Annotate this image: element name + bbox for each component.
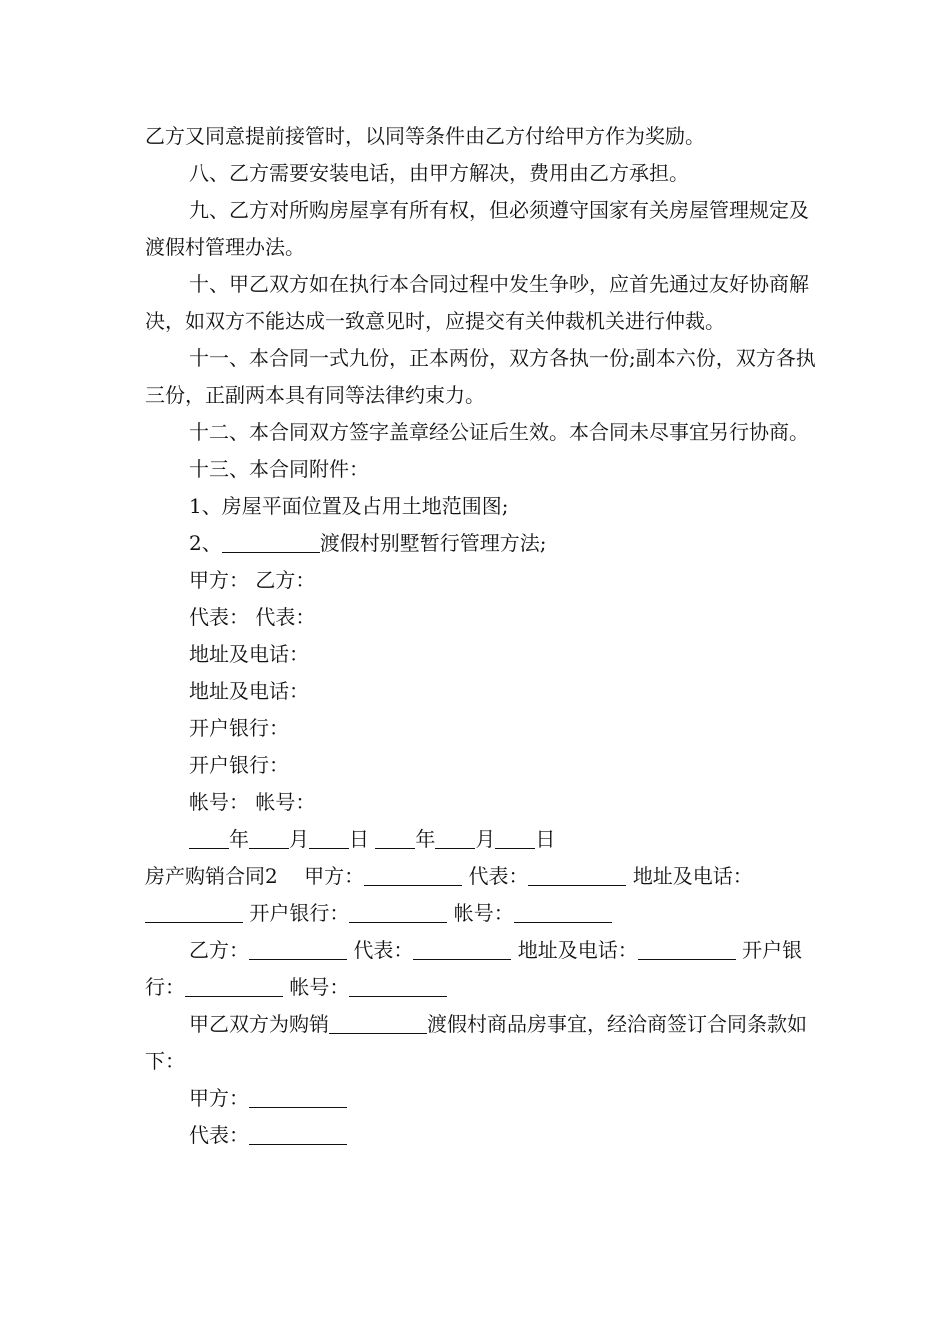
representative-label: 代表： [189,1123,249,1147]
bank-label: 开户银行： [145,938,803,999]
party-b-label: 乙方： [189,938,249,962]
blank-line [145,900,243,923]
blank-line [413,937,511,960]
paragraph-clause-11: 十一、本合同一式九份，正本两份，双方各执一份;副本六份，双方各执三份，正副两本具有同等法律约束力。 [145,346,816,407]
paragraph-clause-8: 八、乙方需要安装电话，由甲方解决，费用由乙方承担。 [189,161,689,185]
contract-2-rep-line [145,1117,820,1154]
signature-bank-a: 开户银行： [189,716,289,740]
attachment-2-number: 2、 [189,531,222,555]
purpose-suffix: 渡假村商品房事宜，经洽商签订合同条款如下： [145,1012,807,1073]
date-month-label: 月 [289,827,309,851]
signature-address-a: 地址及电话： [189,642,309,666]
address-label: 地址及电话： [632,864,753,888]
date-year-label: 年 [229,827,249,851]
attachment-1: 1、房屋平面位置及占用土地范围图; [189,494,509,518]
party-a-label: 甲方： [304,864,365,888]
blank-line [495,826,535,849]
date-day-label: 日 [349,827,369,851]
contract-2-party-a-line [145,1080,820,1117]
signature-parties: 甲方： 乙方： [189,568,316,592]
blank-line [189,826,229,849]
blank-line [375,826,415,849]
representative-label: 代表： [468,864,529,888]
signature-accounts: 帐号： 帐号： [189,790,316,814]
date-day-label: 日 [535,827,556,851]
date-month-label: 月 [475,827,496,851]
blank-line [364,863,462,886]
bank-label: 开户银行： [249,901,350,925]
paragraph-reward: 乙方又同意提前接管时，以同等条件由乙方付给甲方作为奖励。 [145,124,705,148]
attachment-2-text: 渡假村别墅暂行管理方法; [319,531,547,555]
blank-line [249,937,347,960]
contract-2-purpose [145,1006,820,1080]
paragraph-clause-13: 十三、本合同附件： [189,457,369,481]
blank-line [528,863,626,886]
signature-representatives: 代表： 代表： [189,605,316,629]
party-b-info [145,932,820,1006]
paragraph-clause-10: 十、甲乙双方如在执行本合同过程中发生争吵，应首先通过友好协商解决，如双方不能达成一致意见时，应提交有关仲裁机关进行仲裁。 [145,272,809,333]
blank-line [349,900,447,923]
blank-line [249,1085,347,1108]
paragraph-clause-9: 九、乙方对所购房屋享有所有权，但必须遵守国家有关房屋管理规定及渡假村管理办法。 [145,198,809,259]
contract-2-header [145,858,820,932]
signature-address-b: 地址及电话： [189,679,309,703]
blank-line [638,937,736,960]
document-body [145,118,820,1154]
account-label: 帐号： [453,901,514,925]
address-label: 地址及电话： [517,938,638,962]
blank-line [349,974,447,997]
blank-line [329,1011,427,1034]
attachment-2 [145,525,820,562]
party-a-label: 甲方： [189,1086,249,1110]
blank-line [435,826,475,849]
contract-2-title: 房产购销合同2 [145,864,278,888]
representative-label: 代表： [353,938,414,962]
blank-line [185,974,283,997]
blank-line [222,530,320,553]
purpose-prefix: 甲乙双方为购销 [189,1012,329,1036]
signature-bank-b: 开户银行： [189,753,289,777]
blank-line [514,900,612,923]
paragraph-clause-12: 十二、本合同双方签字盖章经公证后生效。本合同未尽事宜另行协商。 [189,420,809,444]
date-year-label: 年 [415,827,436,851]
blank-line [249,826,289,849]
blank-line [309,826,349,849]
blank-line [249,1122,347,1145]
account-label: 帐号： [289,975,350,999]
signature-dates [145,821,820,858]
